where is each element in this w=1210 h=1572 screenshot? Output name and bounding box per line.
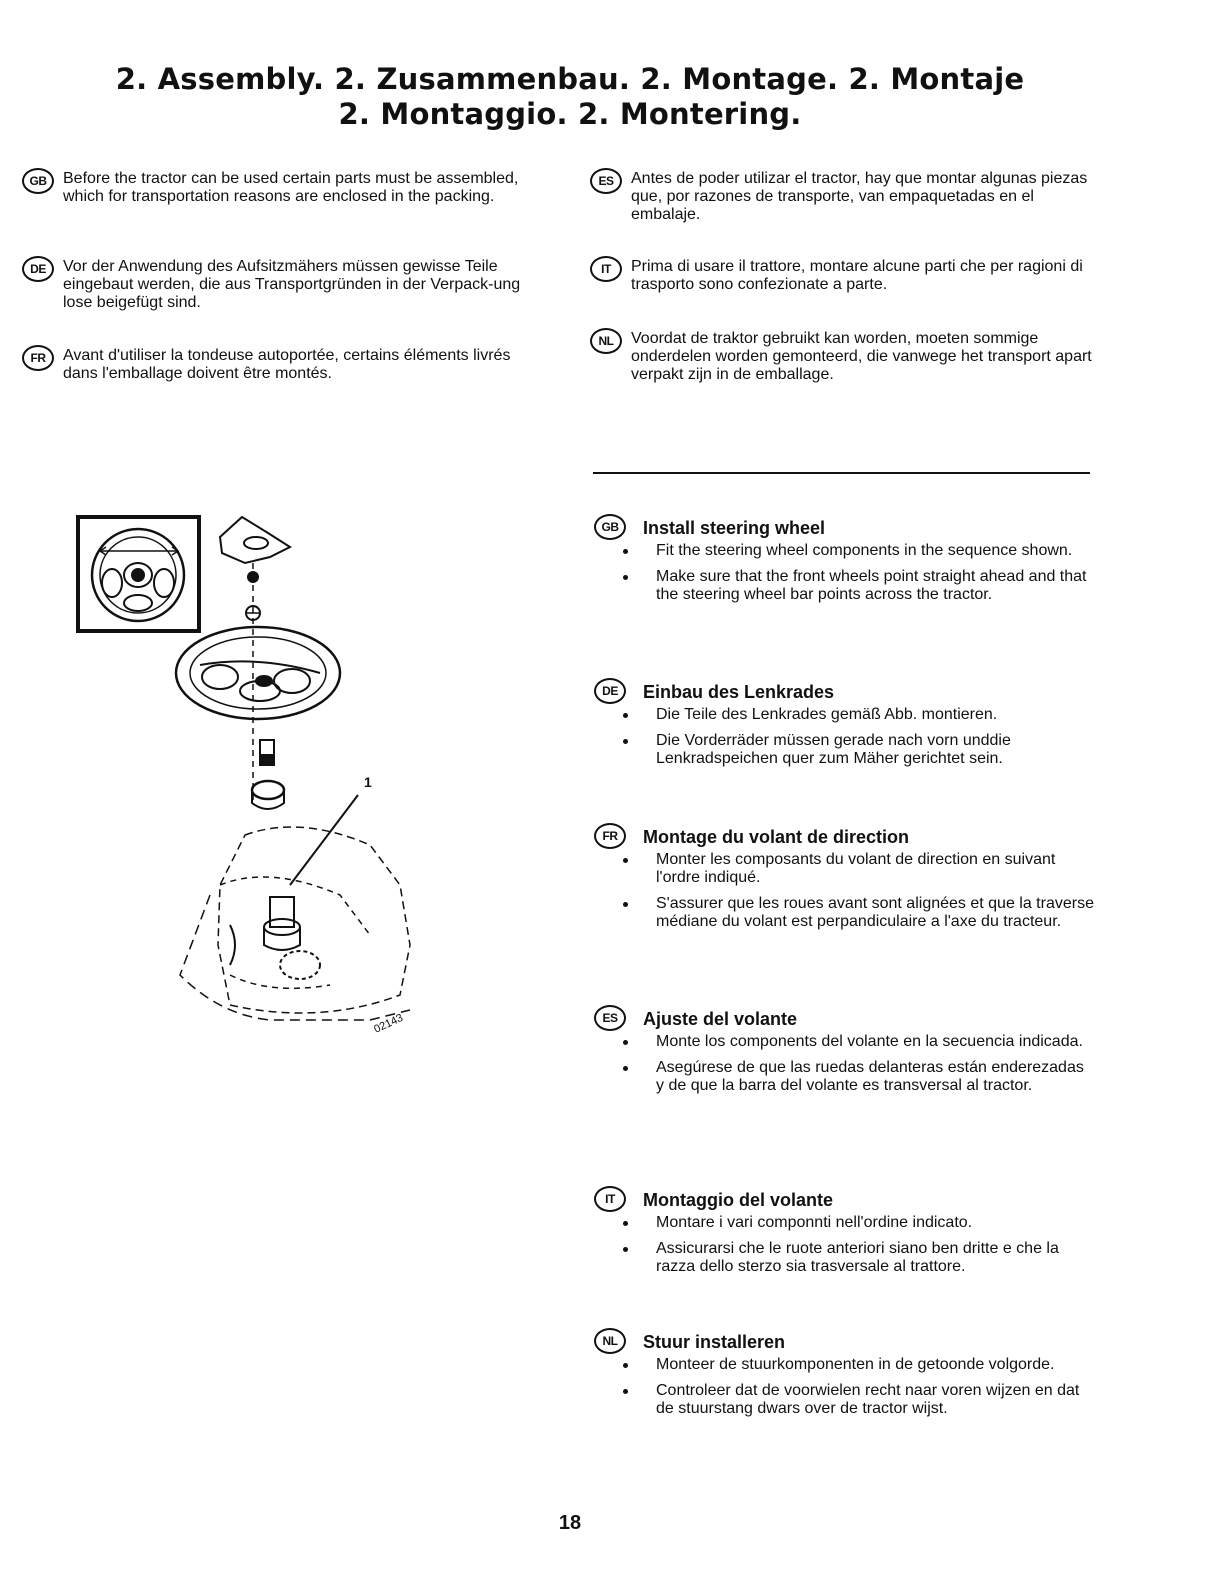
section-heading: Ajuste del volante bbox=[643, 1009, 798, 1029]
section-de bbox=[594, 682, 1094, 776]
list-item: Montare i vari componnti nell'ordine indicato. bbox=[594, 1214, 1094, 1232]
bullet-icon bbox=[623, 1221, 628, 1226]
language-badge-es: ES bbox=[590, 168, 622, 194]
section-heading: Montage du volant de direction bbox=[643, 827, 910, 847]
bushing bbox=[252, 781, 284, 799]
bullet-icon bbox=[623, 575, 628, 580]
title-line-2: 2. Montaggio. 2. Montering. bbox=[338, 97, 802, 131]
bullet-icon bbox=[623, 1040, 628, 1045]
list-item: S'assurer que les roues avant sont alignées et que la traverse médiane du volant est perpandiculaire a l'axe du tracteur. bbox=[594, 895, 1094, 931]
bullet-icon bbox=[623, 1066, 628, 1071]
section-heading: Stuur installeren bbox=[643, 1332, 786, 1352]
figure-callout: 1 bbox=[364, 774, 372, 790]
bullet-icon bbox=[623, 858, 628, 863]
page-number: 18 bbox=[558, 1512, 582, 1534]
list-item: Monteer de stuurkomponenten in de getoonde volgorde. bbox=[594, 1356, 1094, 1374]
intro-text-fr: Avant d'utiliser la tondeuse autoportée, certains éléments livrés dans l'emballage doivent être montés. bbox=[63, 347, 511, 382]
intro-it bbox=[590, 258, 1094, 294]
bullet-icon bbox=[623, 739, 628, 744]
section-heading: Install steering wheel bbox=[643, 518, 826, 538]
language-badge-nl: NL bbox=[594, 1328, 626, 1354]
steering-wheel-assembly-figure bbox=[70, 505, 450, 1045]
bullet-icon bbox=[623, 1247, 628, 1252]
section-divider bbox=[593, 472, 1090, 474]
bullet-icon bbox=[623, 1389, 628, 1394]
intro-es bbox=[590, 170, 1094, 224]
intro-de bbox=[22, 258, 542, 312]
bullet-icon bbox=[623, 902, 628, 907]
intro-nl bbox=[590, 330, 1094, 384]
list-item: Controleer dat de voorwielen recht naar voren wijzen en dat de stuurstang dwars over de tractor wijst. bbox=[594, 1382, 1094, 1418]
cover-cap bbox=[220, 517, 290, 563]
steering-column bbox=[270, 897, 294, 927]
intro-text-nl: Voordat de traktor gebruikt kan worden, moeten sommige onderdelen worden gemonteerd, die vanwege het transport apart verpakt zijn in de emballage. bbox=[631, 330, 1092, 383]
intro-fr bbox=[22, 347, 542, 383]
section-heading: Einbau des Lenkrades bbox=[643, 682, 835, 702]
language-badge-gb: GB bbox=[22, 168, 54, 194]
language-badge-it: IT bbox=[594, 1186, 626, 1212]
language-badge-de: DE bbox=[594, 678, 626, 704]
section-it bbox=[594, 1190, 1094, 1284]
list-item: Assicurarsi che le ruote anteriori siano ben dritte e che la razza dello sterzo sia trasversale al trattore. bbox=[594, 1240, 1094, 1276]
bullet-icon bbox=[623, 713, 628, 718]
list-item: Monter les composants du volant de direction en suivant l'ordre indiqué. bbox=[594, 851, 1094, 887]
section-heading: Montaggio del volante bbox=[643, 1190, 834, 1210]
section-gb bbox=[594, 518, 1094, 612]
language-badge-de: DE bbox=[22, 256, 54, 282]
intro-text-gb: Before the tractor can be used certain parts must be assembled, which for transportation reasons are enclosed in the packing. bbox=[63, 170, 519, 205]
list-item: Asegúrese de que las ruedas delanteras están enderezadas y de que la barra del volante es transversal al tractor. bbox=[594, 1059, 1094, 1095]
intro-text-it: Prima di usare il trattore, montare alcune parti che per ragioni di trasporto sono confezionate a parte. bbox=[631, 258, 1083, 293]
language-badge-gb: GB bbox=[594, 514, 626, 540]
list-item: Fit the steering wheel components in the sequence shown. bbox=[594, 542, 1094, 560]
language-badge-nl: NL bbox=[590, 328, 622, 354]
language-badge-fr: FR bbox=[22, 345, 54, 371]
language-badge-es: ES bbox=[594, 1005, 626, 1031]
list-item: Die Vorderräder müssen gerade nach vorn unddie Lenkradspeichen quer zum Mäher gerichtet sein. bbox=[594, 732, 1094, 768]
list-item: Monte los components del volante en la secuencia indicada. bbox=[594, 1033, 1094, 1051]
section-fr bbox=[594, 827, 1094, 939]
language-badge-it: IT bbox=[590, 256, 622, 282]
page-title bbox=[0, 62, 1140, 132]
section-es bbox=[594, 1009, 1094, 1103]
figure-code: 02143 bbox=[372, 1011, 405, 1036]
dashboard-housing bbox=[218, 827, 410, 1013]
intro-text-de: Vor der Anwendung des Aufsitzmähers müssen gewisse Teile eingebaut werden, die aus Transportgründen in der Verpack-ung lose beigefügt sind. bbox=[63, 258, 521, 311]
section-nl bbox=[594, 1332, 1094, 1426]
list-item: Make sure that the front wheels point straight ahead and that the steering wheel bar points across the tractor. bbox=[594, 568, 1094, 604]
steering-wheel bbox=[176, 627, 340, 719]
language-badge-fr: FR bbox=[594, 823, 626, 849]
list-item: Die Teile des Lenkrades gemäß Abb. montieren. bbox=[594, 706, 1094, 724]
title-line-1: 2. Assembly. 2. Zusammenbau. 2. Montage. 2. Montaje bbox=[115, 62, 1025, 96]
bullet-icon bbox=[623, 549, 628, 554]
bullet-icon bbox=[623, 1363, 628, 1368]
intro-gb bbox=[22, 170, 542, 206]
intro-text-es: Antes de poder utilizar el tractor, hay que montar algunas piezas que, por razones de transporte, van empaquetadas en el embalaje. bbox=[631, 170, 1088, 223]
